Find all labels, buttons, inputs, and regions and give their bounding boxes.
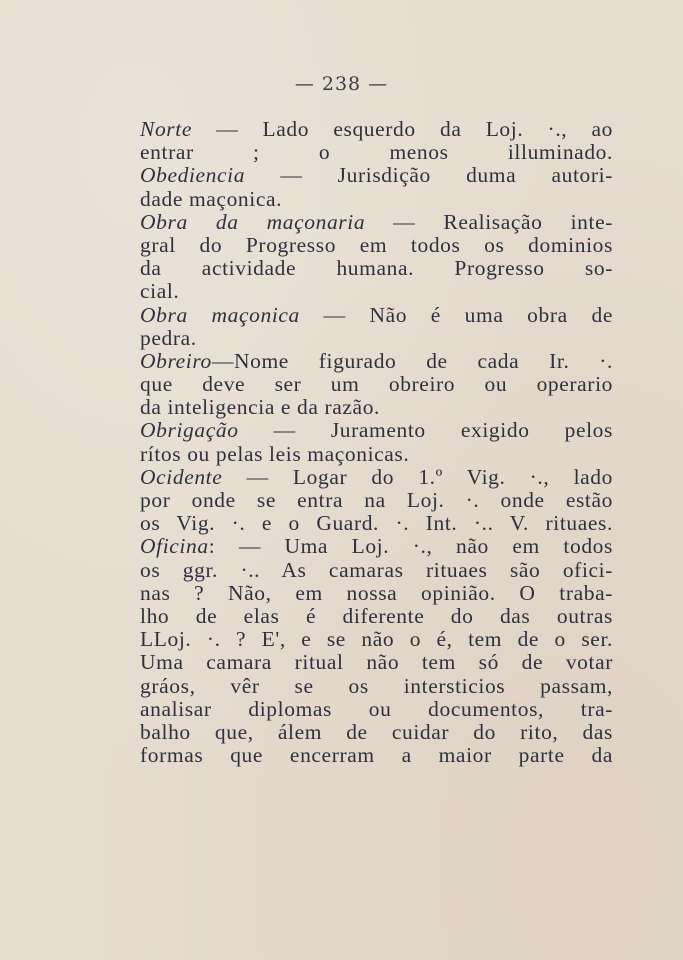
text-line — [140, 721, 613, 744]
text-line — [140, 257, 613, 280]
line-text: Uma camara ritual não tem só de votar — [140, 650, 613, 675]
line-text: nas ? Não, em nossa opinião. O traba- — [140, 580, 613, 605]
text-line — [140, 512, 613, 535]
text-line — [140, 698, 613, 721]
text-line — [140, 605, 613, 628]
text-line — [140, 280, 613, 303]
line-text: — Realisação inte- — [365, 209, 613, 234]
line-text: da inteligencia e da razão. — [140, 395, 381, 420]
line-text: da actividade humana. Progresso so- — [140, 256, 613, 281]
page-number: — 238 — — [294, 73, 389, 95]
text-line — [140, 489, 613, 512]
text-line — [140, 443, 613, 466]
line-text: gral do Progresso em todos os dominios — [140, 232, 613, 257]
text-line — [140, 744, 613, 767]
line-text: por onde se entra na Loj. ·. onde estão — [140, 488, 613, 512]
text-line — [140, 559, 613, 582]
line-text: formas que encerram a maior parte da — [140, 743, 613, 768]
line-text: : — Uma Loj. ·., não em todos — [208, 534, 613, 559]
line-text: os ggr. ·.. As camaras rituaes são ofici- — [140, 557, 613, 582]
text-line — [140, 350, 613, 373]
text-line — [140, 304, 613, 327]
text-line — [140, 234, 613, 257]
line-text: cial. — [140, 279, 180, 304]
glossary-text — [140, 118, 613, 767]
line-text: — Juramento exigido pelos — [238, 418, 613, 443]
text-line — [140, 419, 613, 442]
glossary-term: Obreiro — [140, 348, 212, 373]
text-line — [140, 118, 613, 141]
text-line — [140, 327, 613, 350]
glossary-term: Obediencia — [140, 163, 246, 188]
text-line — [140, 535, 613, 558]
text-line — [140, 582, 613, 605]
text-line — [140, 628, 613, 651]
line-text: — Não é uma obra de — [299, 302, 614, 327]
line-text: dade maçonica. — [140, 186, 283, 211]
line-text: LLoj. ·. ? E', e se não o é, tem de o ser. — [140, 627, 613, 652]
line-text: entrar ; o menos illuminado. — [140, 140, 613, 165]
line-text: — Logar do 1.º Vig. ·., lado — [222, 464, 613, 489]
line-text: os Vig. ·. e o Guard. ·. Int. ·.. V. rituaes. — [140, 511, 613, 536]
glossary-term: Ocidente — [140, 464, 223, 489]
text-line — [140, 396, 613, 419]
glossary-term: Obrigação — [140, 418, 239, 443]
glossary-term: Obra da maçonaria — [140, 209, 366, 234]
line-text: lho de elas é diferente do das outras — [140, 603, 613, 628]
text-line — [140, 651, 613, 674]
glossary-term: Norte — [140, 117, 192, 141]
line-text: gráos, vêr se os intersticios passam, — [140, 673, 613, 698]
text-line — [140, 188, 613, 211]
text-line — [140, 373, 613, 396]
glossary-term: Obra maçonica — [140, 302, 300, 327]
text-line — [140, 211, 613, 234]
text-line — [140, 141, 613, 164]
line-text: pedra. — [140, 325, 197, 350]
line-text: analisar diplomas ou documentos, tra- — [140, 696, 613, 721]
glossary-term: Oficina — [140, 534, 209, 559]
line-text: balho que, álem de cuidar do rito, das — [140, 719, 613, 744]
text-line — [140, 164, 613, 187]
line-text: que deve ser um obreiro ou operario — [140, 372, 613, 397]
line-text: — Lado esquerdo da Loj. ·., ao — [191, 117, 613, 141]
text-line — [140, 675, 613, 698]
line-text: — Jurisdição duma autori- — [245, 163, 613, 188]
line-text: —Nome figurado de cada Ir. ·. — [211, 348, 613, 373]
line-text: rítos ou pelas leis maçonicas. — [140, 441, 410, 466]
text-line — [140, 466, 613, 489]
